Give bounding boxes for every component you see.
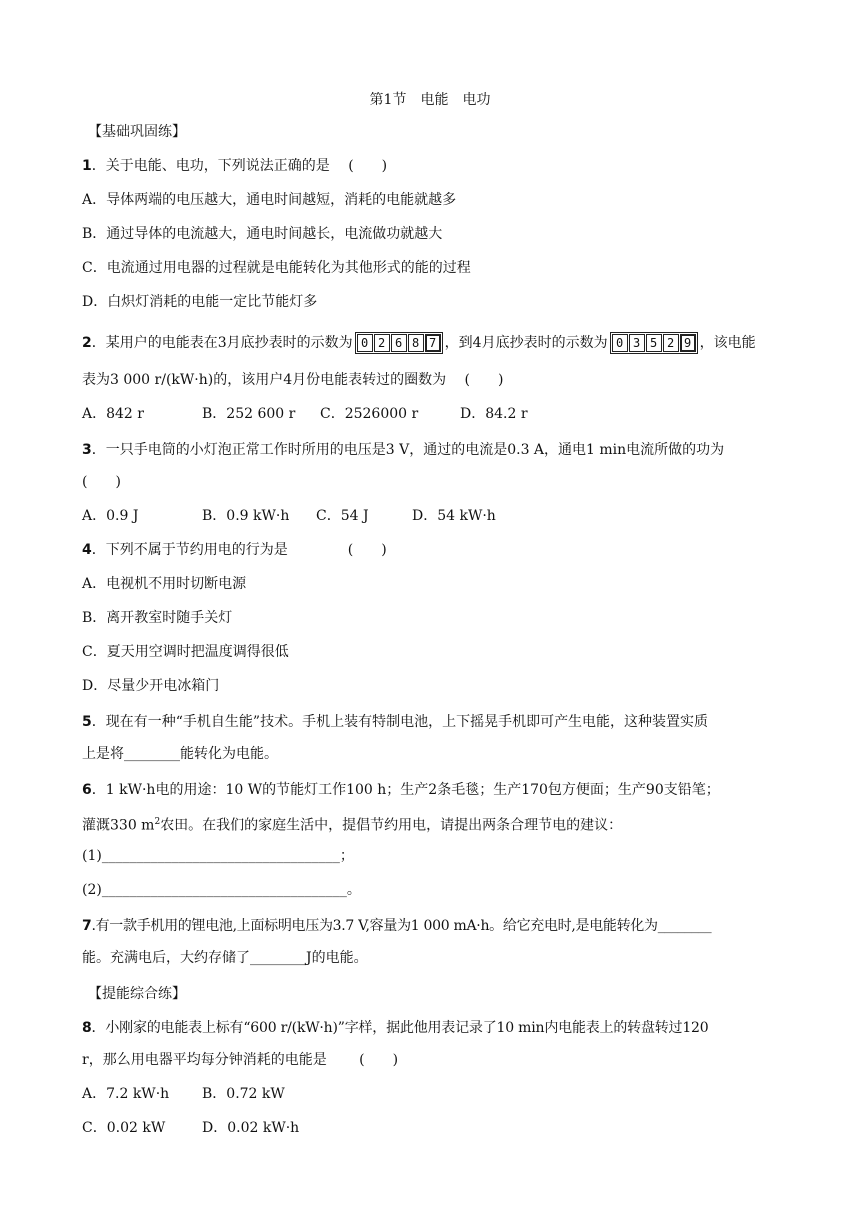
question-text: ．关于电能、电功，下列说法正确的是 ( ): [91, 158, 388, 174]
section-advanced-heading: 【提能综合练】: [88, 986, 186, 1002]
question-1-option-a: A．导体两端的电压越大，通电时间越短，消耗的电能就越多: [82, 192, 457, 208]
question-5-stem-cont: 上是将________能转化为电能。: [82, 746, 278, 762]
question-number: 4: [82, 542, 92, 558]
question-number: 6: [82, 782, 92, 798]
question-1-option-d: D．白炽灯消耗的电能一定比节能灯多: [82, 294, 318, 310]
question-8-options-row-2: [82, 1118, 299, 1138]
question-5-stem: [82, 712, 708, 732]
question-1-option-b: B．通过导体的电流越大，通电时间越长，电流做功就越大: [82, 226, 443, 242]
question-8-stem: [82, 1018, 708, 1038]
question-6-blank-2: (2)___________________________________。: [82, 882, 361, 898]
question-6-stem-cont: [82, 812, 622, 836]
question-text: .有一款手机用的锂电池,上面标明电压为3.7 V,容量为1 000 mA·h。给它充电时,是电能转化为________: [91, 918, 712, 934]
question-number: 7: [82, 918, 92, 934]
question-4-option-b: B．离开教室时随手关灯: [82, 610, 233, 626]
question-text: ．小刚家的电能表上标有“600 r/(kW·h)”字样，据此他用表记录了10 min内电能表上的转盘转过120: [91, 1020, 709, 1036]
answer-paren: ( ): [347, 542, 387, 558]
question-3-options: [82, 506, 496, 526]
question-4-option-c: C．夏天用空调时把温度调得很低: [82, 644, 289, 660]
option-c: C．54 J: [316, 508, 369, 524]
option-c: C．2526000 r: [320, 406, 419, 422]
question-3-paren: ( ): [82, 474, 121, 490]
meter-reading-march: [355, 332, 443, 354]
question-number: 3: [82, 442, 92, 458]
question-2-options: [82, 404, 528, 424]
option-d: D．54 kW·h: [412, 508, 496, 524]
meter-digit: 8: [408, 334, 424, 352]
question-7-stem-cont: 能。充满电后，大约存储了________J的电能。: [82, 950, 368, 966]
question-text: ，该电能: [699, 335, 756, 351]
question-number: 5: [82, 714, 92, 730]
option-a: A．7.2 kW·h: [82, 1086, 170, 1102]
question-6-blank-1: (1)__________________________________；: [82, 848, 354, 864]
question-8-stem-cont: r，那么用电器平均每分钟消耗的电能是 ( ): [82, 1052, 399, 1068]
option-b: B．252 600 r: [202, 406, 296, 422]
question-1-option-c: C．电流通过用电器的过程就是电能转化为其他形式的能的过程: [82, 260, 471, 276]
meter-reading-april: [610, 332, 698, 354]
question-text: ．下列不属于节约用电的行为是: [91, 542, 288, 558]
meter-decimal-digit: 7: [425, 334, 441, 352]
meter-digit: 0: [357, 334, 373, 352]
question-2-stem-cont: 表为3 000 r/(kW·h)的，该用户4月份电能表转过的圈数为 ( ): [82, 372, 504, 388]
question-4-option-a: A．电视机不用时切断电源: [82, 576, 247, 592]
meter-digit: 3: [629, 334, 645, 352]
question-4-stem: [82, 540, 387, 560]
question-text: ．现在有一种“手机自生能”技术。手机上装有特制电池，上下摇晃手机即可产生电能，这种装置实质: [91, 714, 709, 730]
option-d: D．84.2 r: [460, 406, 528, 422]
meter-decimal-digit: 9: [680, 334, 696, 352]
option-b: B．0.9 kW·h: [202, 508, 290, 524]
question-number: 1: [82, 158, 92, 174]
question-3-stem: [82, 440, 724, 460]
option-d: D．0.02 kW·h: [202, 1120, 300, 1136]
question-text: ．某用户的电能表在3月底抄表时的示数为: [91, 335, 353, 351]
meter-digit: 5: [646, 334, 662, 352]
option-a: A．0.9 J: [82, 508, 139, 524]
question-number: 8: [82, 1020, 92, 1036]
option-b: B．0.72 kW: [202, 1086, 285, 1102]
meter-digit: 2: [663, 334, 679, 352]
question-text: 灌溉330 m: [82, 817, 155, 834]
question-2-stem: [82, 332, 756, 354]
page-title: 第1节 电能 电功: [369, 92, 491, 108]
question-number: 2: [82, 335, 92, 351]
question-text: ．一只手电筒的小灯泡正常工作时所用的电压是3 V，通过的电流是0.3 A，通电1 min电流所做的功为: [91, 442, 725, 458]
superscript: 2: [154, 817, 161, 827]
question-text: ．1 kW·h电的用途：10 W的节能灯工作100 h；生产2条毛毯；生产170包方便面；生产90支铅笔；: [91, 782, 720, 798]
question-7-stem: [82, 916, 711, 936]
question-8-options-row-1: [82, 1084, 285, 1104]
meter-digit: 6: [391, 334, 407, 352]
question-text: 农田。在我们的家庭生活中，提倡节约用电，请提出两条合理节电的建议：: [160, 817, 623, 834]
question-6-stem: [82, 780, 720, 800]
question-1-stem: [82, 156, 387, 176]
question-4-option-d: D．尽量少开电冰箱门: [82, 678, 220, 694]
meter-digit: 0: [612, 334, 628, 352]
option-a: A．842 r: [82, 406, 144, 422]
meter-digit: 2: [374, 334, 390, 352]
section-basic-heading: 【基础巩固练】: [88, 124, 186, 140]
option-c: C．0.02 kW: [82, 1120, 166, 1136]
question-text: ，到4月底抄表时的示数为: [444, 335, 608, 351]
